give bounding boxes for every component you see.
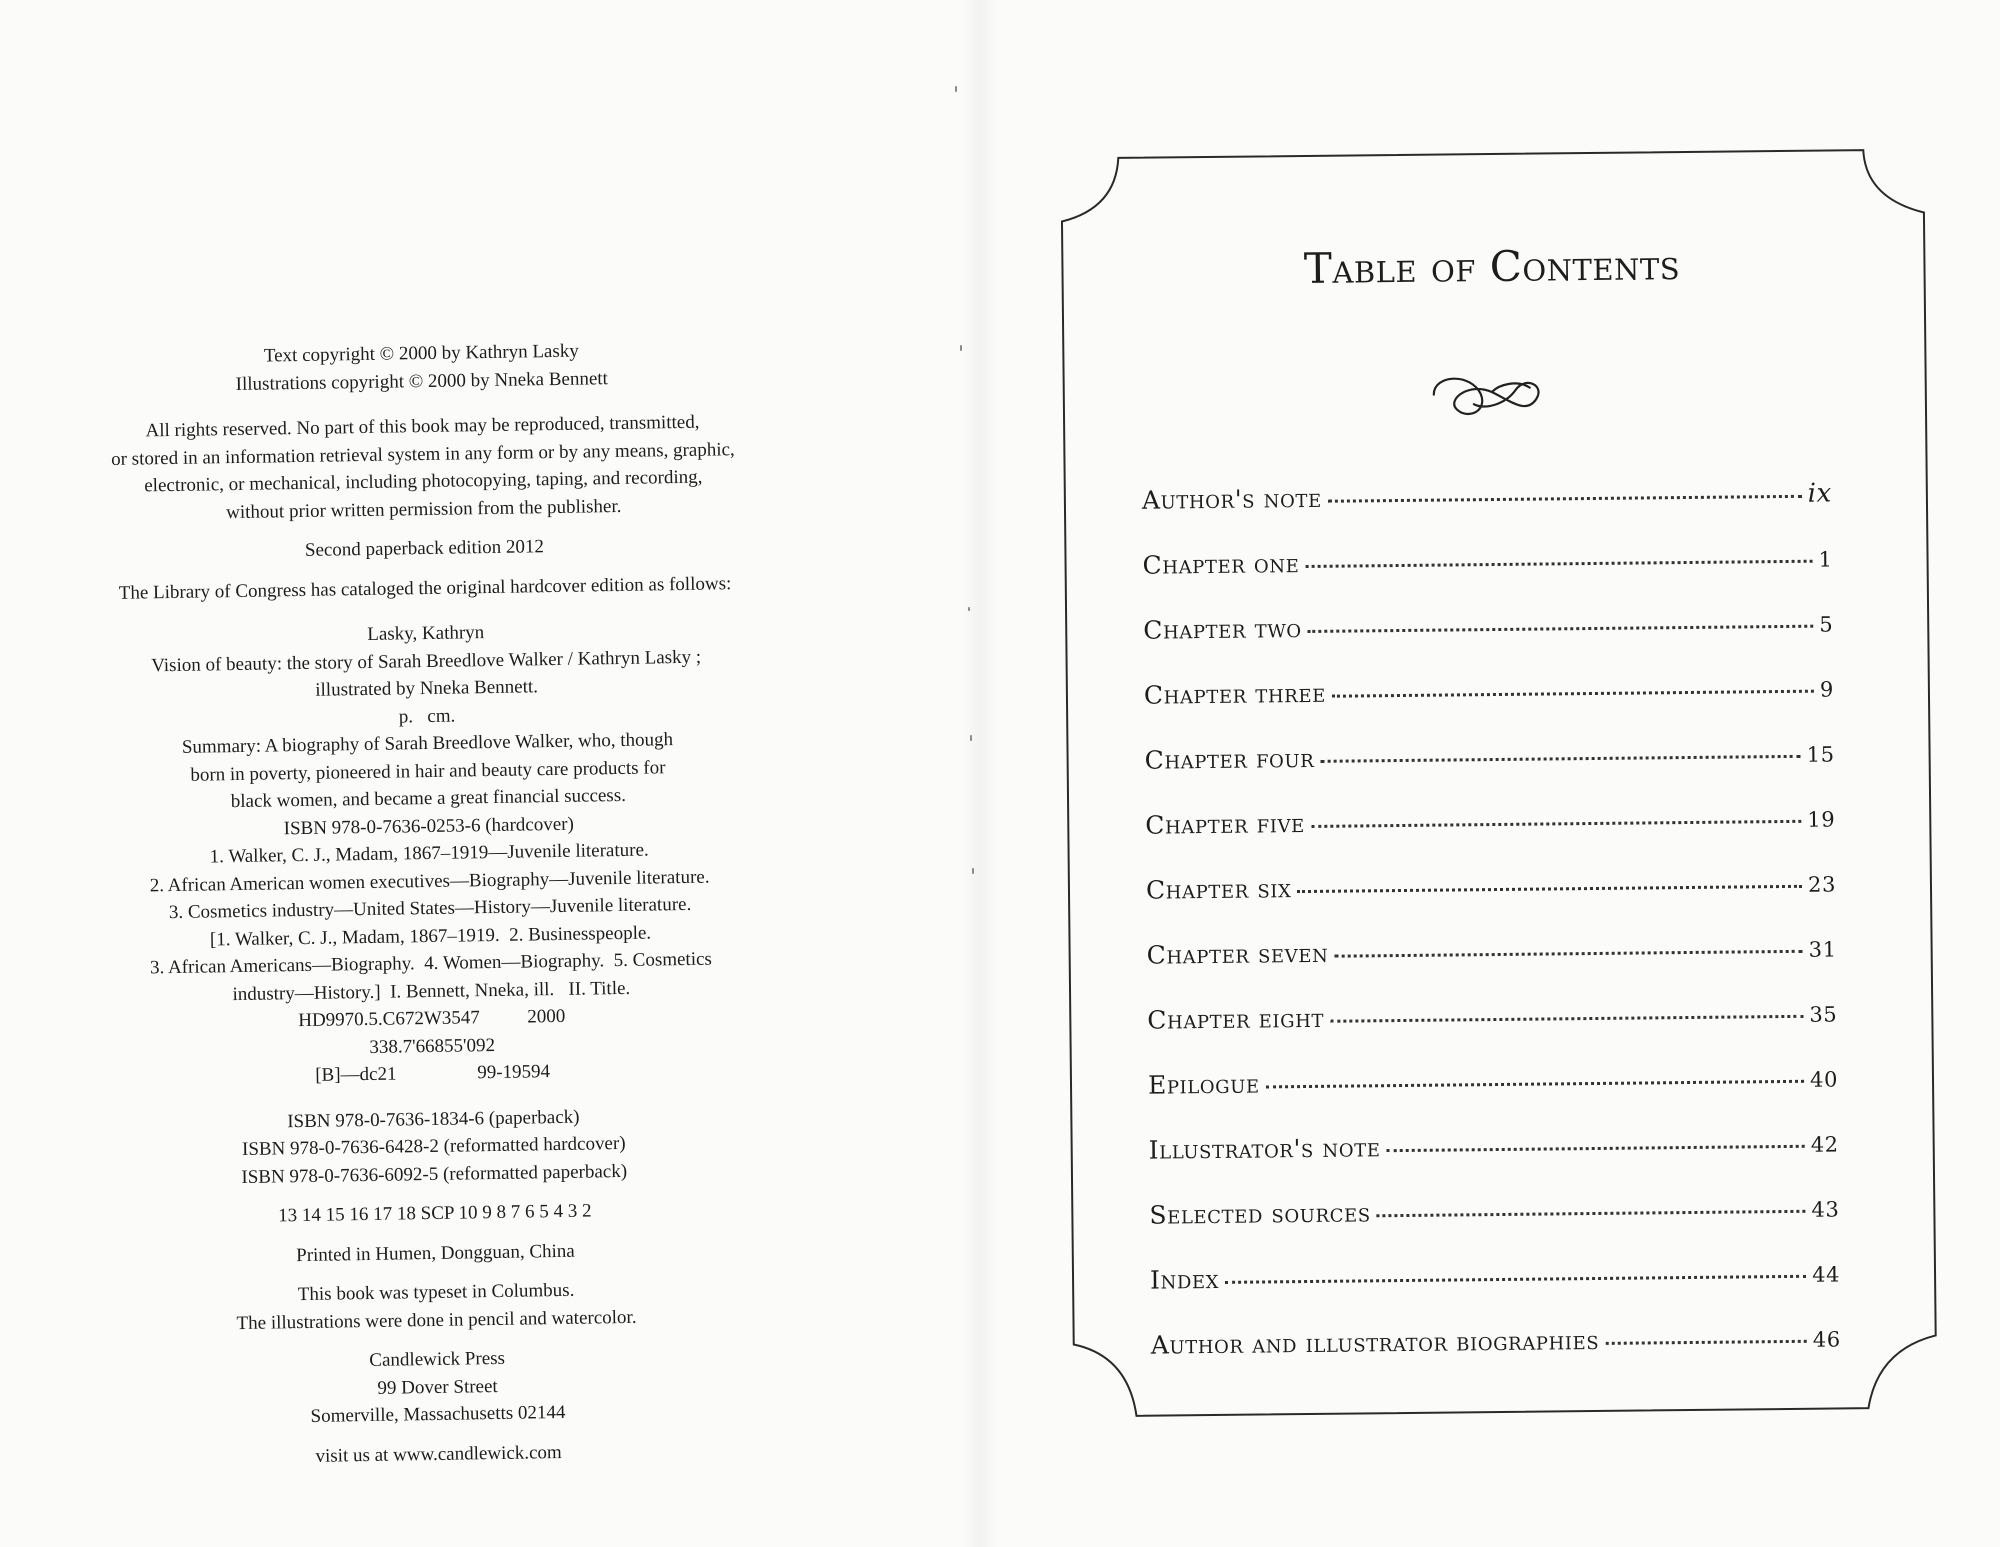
toc-entry-label: Author and illustrator biographies (1150, 1325, 1600, 1360)
toc-entry-chapter-six[interactable] (1146, 868, 1837, 940)
cip-line: illustrated by Nneka Bennett. (315, 676, 539, 701)
cataloging-intro: The Library of Congress has cataloged the original hardcover edition as follows: (118, 572, 732, 604)
typeset-note: This book was typeset in Columbus. (297, 1279, 575, 1306)
copyright-text: Text copyright © 2000 by Kathryn Lasky (263, 340, 579, 367)
toc-leader-dots (1386, 1144, 1804, 1152)
publisher-street: 99 Dover Street (377, 1375, 498, 1399)
toc-entry-page: 19 (1807, 807, 1836, 832)
toc-entry-chapter-five[interactable] (1145, 803, 1836, 875)
toc-page (1043, 137, 1952, 1451)
toc-entry-page: 42 (1810, 1132, 1839, 1157)
toc-leader-dots (1266, 1079, 1804, 1089)
toc-leader-dots (1320, 754, 1800, 763)
toc-entry-page: 43 (1811, 1197, 1840, 1222)
cip-line: Lasky, Kathryn (367, 622, 485, 645)
edition-note: Second paperback edition 2012 (304, 536, 545, 561)
cip-line: 3. African Americans—Biography. 4. Women—Biography. 5. Cosmetics (149, 948, 713, 979)
cip-line: ISBN 978-0-7636-0253-6 (hardcover) (283, 813, 575, 839)
toc-entry-label: Index (1149, 1264, 1220, 1295)
toc-entry-page: 5 (1819, 612, 1834, 637)
toc-leader-dots (1308, 624, 1814, 633)
book-gutter (962, 0, 998, 1547)
page-speck (960, 345, 962, 351)
cip-line: [B]—dc21 99-19594 (315, 1061, 551, 1086)
isbn-line: ISBN 978-0-7636-6428-2 (reformatted hardcover) (241, 1132, 626, 1160)
toc-entry-page: 9 (1819, 677, 1835, 702)
toc-entry-page: 40 (1809, 1067, 1839, 1092)
toc-leader-dots (1377, 1209, 1806, 1217)
publisher-name: Candlewick Press (369, 1347, 506, 1372)
toc-leader-dots (1305, 559, 1812, 568)
toc-entry-label: Author's note (1141, 483, 1322, 515)
toc-leader-dots (1332, 689, 1814, 698)
toc-entry-label: Chapter four (1144, 743, 1315, 775)
cip-line: industry—History.] I. Bennett, Nneka, ill. II. Title. (232, 977, 631, 1005)
cip-line: 338.7'66855'092 (369, 1034, 496, 1058)
illustrations-note: The illustrations were done in pencil and watercolor. (236, 1306, 637, 1334)
page-speck (970, 735, 972, 741)
cip-line: 1. Walker, C. J., Madam, 1867–1919—Juvenile literature. (209, 839, 649, 868)
toc-list (1142, 478, 1841, 1395)
toc-entry-label: Chapter three (1143, 678, 1327, 710)
copyright-page (51, 334, 809, 1473)
toc-entry-biographies[interactable] (1151, 1323, 1842, 1395)
toc-entry-label: Selected sources (1149, 1198, 1371, 1230)
toc-entry-chapter-one[interactable] (1142, 543, 1833, 615)
toc-entry-label: Illustrator's note (1148, 1133, 1381, 1165)
isbn-line: ISBN 978-0-7636-6092-5 (reformatted paperback) (241, 1160, 628, 1188)
isbn-line: ISBN 978-0-7636-1834-6 (paperback) (287, 1106, 580, 1132)
toc-leader-dots (1330, 1014, 1803, 1023)
printed-in: Printed in Humen, Dongguan, China (296, 1240, 575, 1266)
toc-entry-label: Chapter six (1145, 874, 1292, 905)
publisher-website: visit us at www.candlewick.com (315, 1441, 562, 1467)
toc-leader-dots (1605, 1339, 1807, 1345)
toc-entry-chapter-four[interactable] (1144, 738, 1835, 810)
toc-entry-label: Chapter five (1145, 809, 1305, 840)
toc-entry-authors-note[interactable] (1142, 478, 1833, 550)
toc-entry-label: Chapter seven (1146, 938, 1329, 970)
toc-entry-chapter-eight[interactable] (1147, 998, 1838, 1070)
toc-entry-chapter-seven[interactable] (1147, 933, 1838, 1005)
toc-entry-page: 1 (1818, 547, 1833, 572)
toc-entry-chapter-two[interactable] (1143, 608, 1834, 680)
page-speck (968, 607, 970, 611)
toc-entry-index[interactable] (1150, 1258, 1841, 1330)
toc-leader-dots (1225, 1274, 1806, 1284)
copyright-illustrations: Illustrations copyright © 2000 by Nneka Bennett (235, 367, 609, 395)
cip-line: Vision of beauty: the story of Sarah Breedlove Walker / Kathryn Lasky ; (151, 646, 702, 676)
toc-entry-page: 46 (1812, 1327, 1841, 1352)
toc-entry-page: 23 (1807, 872, 1837, 897)
flourish-ornament-icon (1425, 363, 1556, 434)
publisher-city: Somerville, Massachusetts 02144 (310, 1401, 566, 1427)
cip-line: 3. Cosmetics industry—United States—History—Juvenile literature. (168, 893, 692, 924)
page-speck (955, 86, 957, 92)
cip-line: [1. Walker, C. J., Madam, 1867–1919. 2. Businesspeople. (209, 922, 652, 950)
cip-line: black women, and became a great financial success. (230, 784, 627, 813)
toc-entry-page: 31 (1808, 937, 1837, 962)
toc-entry-page: 35 (1809, 1002, 1838, 1027)
toc-entry-page: 44 (1811, 1262, 1841, 1287)
toc-entry-page: 15 (1806, 742, 1835, 767)
cip-line: Summary: A biography of Sarah Breedlove Walker, who, though (181, 729, 674, 758)
toc-leader-dots (1297, 884, 1802, 893)
cip-line: p. cm. (398, 705, 456, 727)
cip-line: born in poverty, pioneered in hair and beauty care products for (190, 756, 666, 786)
page-speck (972, 868, 974, 874)
toc-entry-label: Chapter one (1142, 549, 1300, 580)
toc-entry-label: Chapter eight (1147, 1003, 1325, 1035)
toc-title: Table of Contents (1303, 240, 1681, 293)
toc-leader-dots (1334, 949, 1802, 958)
printing-line: 13 14 15 16 17 18 SCP 10 9 8 7 6 5 4 3 2 (278, 1200, 592, 1227)
toc-entry-epilogue[interactable] (1148, 1063, 1839, 1135)
toc-entry-label: Epilogue (1147, 1069, 1260, 1100)
rights-line: or stored in an information retrieval system in any form or by any means, graphic, (110, 438, 735, 470)
cip-line: 2. African American women executives—Biography—Juvenile literature. (149, 866, 710, 896)
rights-line: without prior written permission from the publisher. (226, 495, 622, 523)
rights-line: All rights reserved. No part of this book may be reproduced, transmitted, (145, 411, 700, 442)
toc-entry-label: Chapter two (1143, 614, 1302, 645)
toc-leader-dots (1328, 494, 1802, 503)
toc-entry-chapter-three[interactable] (1144, 673, 1835, 745)
toc-entry-selected-sources[interactable] (1149, 1193, 1840, 1265)
rights-line: electronic, or mechanical, including photocopying, taping, and recording, (144, 466, 703, 497)
toc-entry-page: ix (1807, 478, 1833, 509)
toc-entry-illustrators-note[interactable] (1149, 1128, 1840, 1200)
toc-leader-dots (1311, 819, 1802, 828)
cip-line: HD9970.5.C672W3547 2000 (298, 1005, 566, 1032)
